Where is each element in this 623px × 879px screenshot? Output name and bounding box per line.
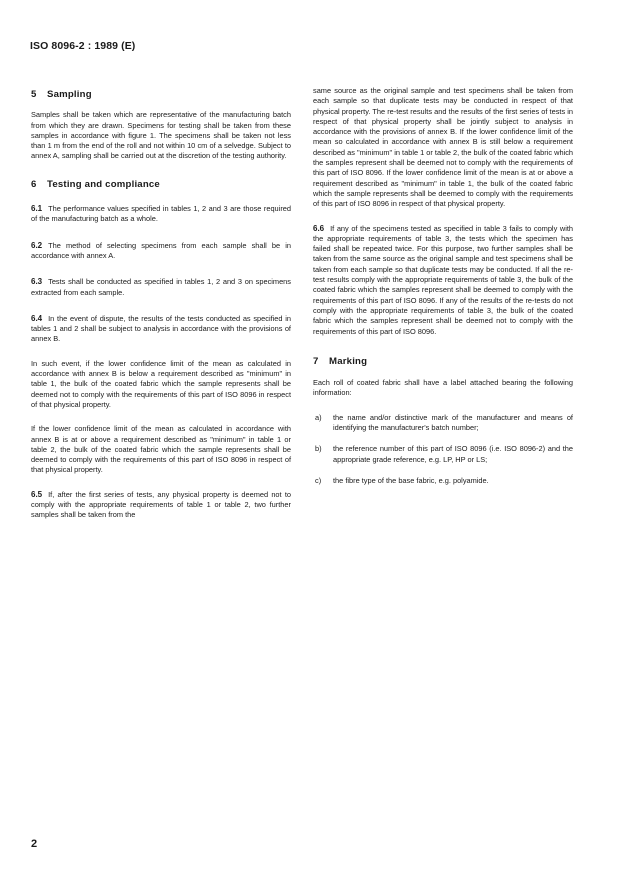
section-sampling: [31, 90, 291, 162]
section-number: 5: [31, 89, 37, 100]
clause-label: 6.4: [31, 313, 43, 323]
list-item-letter: a): [315, 412, 322, 422]
clause-6-6: [313, 224, 573, 337]
section-title: Marking: [329, 355, 368, 367]
section-title: Testing and compliance: [47, 178, 160, 190]
clause-text: In the event of dispute, the results of the tests conducted as specified in tables 1 and 2 shall be subject to analysis in accordance with the provisions of annex B.: [31, 313, 291, 344]
clause-6-5-continued: same source as the original sample and test specimens shall be taken from each sample so that duplicate tests may be conducted in respect of that physical property. The re-test results and the results of the first series of tests in respect of that physical property shall be jointly subject to analysis in accordance with the provisions of annex B. If the lower confidence limit of the mean so calculated in accordance with annex B is still below a requirement described as "minimum" in table 1 or table 2, the bulk of the coated fabric which the samples represent shall be deemed not to comply with the requirements of this part of ISO 8096. If the lower confidence limit of the mean is at or above a requirement described as "minimum" in table 1, the bulk of the coated fabric which the sample represents shall be deemed to comply with the requirements of this part of ISO 8096 in respect of that physical property.: [313, 86, 573, 209]
section-marking: [313, 357, 573, 486]
clause-label: 6.5: [31, 489, 43, 499]
list-item: [313, 476, 573, 486]
section-number: 7: [313, 355, 319, 367]
clause-6-3: [31, 277, 291, 298]
clause-6-5: [31, 490, 291, 521]
section-heading-marking: [313, 357, 573, 367]
section-testing-compliance: [31, 180, 291, 521]
clause-text: If any of the specimens tested as specified in table 3 fails to comply with the appropriate requirements of table 3, the tests which the specimen has failed shall be repeated twice. For this purpose, two further samples shall be taken from the same source as the original sample and test specimens shall be taken from each sample so that duplicate tests may be conducted. If all the re-test results comply with the appropriate requirements of table 3, the bulk of the coated fabric which the samples represent shall be deemed to comply with the requirements of this part of ISO 8096. If any of the results of the re-tests do not comply with the appropriate requirements of table 3, the bulk of the coated fabric which the samples represent shall be deemed not to comply with the requirements of this part of ISO 8096.: [313, 223, 573, 336]
clause-6-1: [31, 204, 291, 225]
left-column: [31, 90, 291, 531]
clause-text: The performance values specified in tables 1, 2 and 3 are those required of the manufacturing batch as a whole.: [31, 204, 291, 224]
section-heading-testing: [31, 180, 291, 190]
list-item-letter: c): [315, 475, 322, 485]
clause-text: Tests shall be conducted as specified in tables 1, 2 and 3 on specimens extracted from each sample.: [31, 277, 291, 297]
clause-label: 6.3: [31, 277, 43, 287]
list-item-text: the fibre type of the base fabric, e.g. polyamide.: [333, 475, 489, 485]
list-item-letter: b): [315, 444, 322, 454]
list-item-text: the reference number of this part of ISO 8096 (i.e. ISO 8096-2) and the appropriate grade reference, e.g. LP, HP or LS;: [333, 444, 573, 464]
clause-6-2: [31, 241, 291, 262]
clause-text: If, after the first series of tests, any physical property is deemed not to comply with the appropriate requirements of table 1 or table 2, two further samples shall be taken from the: [31, 489, 291, 520]
clause-6-4-para-3: If the lower confidence limit of the mean as calculated in accordance with annex B is at or above a requirement described as "minimum" in table 1 or table 2, the bulk of the coated fabric which the sample represents shall be deemed to comply with the requirements of this part of ISO 8096 in respect of that physical property.: [31, 424, 291, 475]
list-item-text: the name and/or distinctive mark of the manufacturer and means of identifying the manufacturer's batch number;: [333, 412, 573, 433]
section-heading-sampling: [31, 90, 291, 100]
clause-text: The method of selecting specimens from each sample shall be in accordance with annex A.: [31, 240, 291, 260]
clause-6-4-para-2: In such event, if the lower confidence limit of the mean as calculated in accordance with annex B is below a requirement described as "minimum" in table 1, the bulk of the coated fabric which the sample represents shall be deemed not to comply with the requirements of this part of ISO 8096 in respect of that physical property.: [31, 358, 291, 409]
list-item: [313, 413, 573, 434]
list-item: [313, 444, 573, 465]
section-number: 6: [31, 178, 37, 190]
clause-6-4: [31, 314, 291, 345]
clause-label: 6.1: [31, 204, 43, 214]
clause-label: 6.2: [31, 240, 43, 250]
sampling-paragraph: Samples shall be taken which are representative of the manufacturing batch from which they are drawn. Specimens for testing shall be taken from these samples in accordance with figure 1. The specimens shall be taken not less than 1 m from the end of the roll and not within 10 cm of a selvedge. Subject to annex A, sampling shall be carried out at the discretion of the testing authority.: [31, 110, 291, 161]
right-column: [313, 86, 573, 497]
document-id-header: ISO 8096-2 : 1989 (E): [30, 40, 136, 52]
page-number: 2: [31, 838, 38, 850]
clause-label: 6.6: [313, 223, 325, 233]
marking-intro: Each roll of coated fabric shall have a label attached bearing the following information:: [313, 378, 573, 398]
section-title: Sampling: [47, 89, 92, 100]
